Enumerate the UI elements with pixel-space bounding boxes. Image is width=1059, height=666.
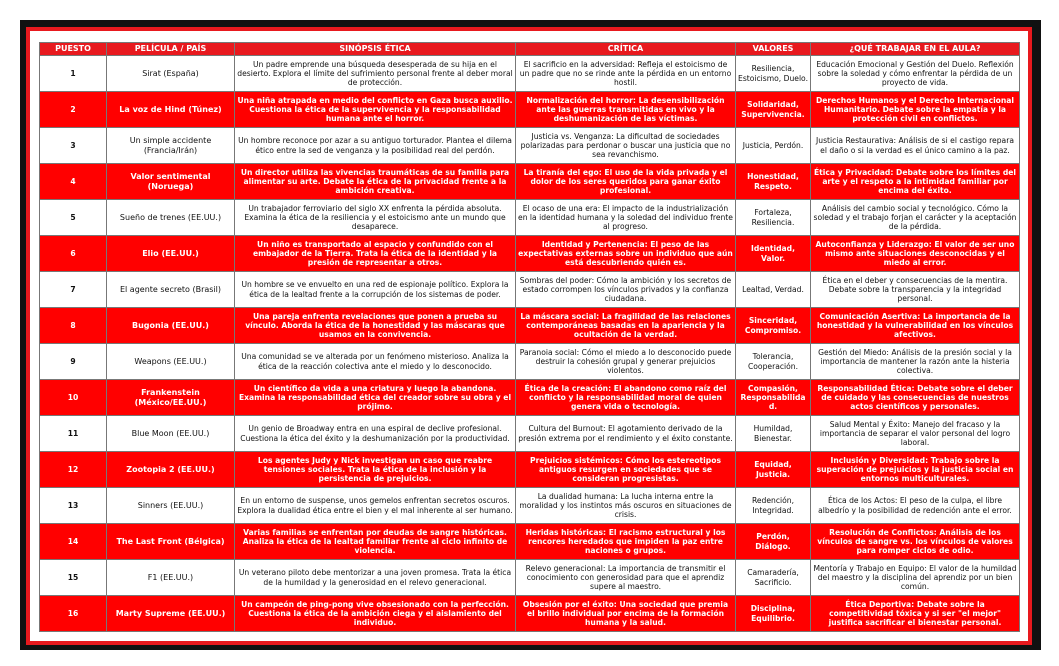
cell-critica: Cultura del Burnout: El agotamiento derivado de la presión extrema por el rendimiento y el éxito constante. bbox=[516, 416, 736, 452]
cell-sinopsis: Un director utiliza las vivencias traumáticas de su familia para alimentar su arte. Debate la ética de la privacidad frente a la ambición creativa. bbox=[235, 164, 516, 200]
cell-critica: El ocaso de una era: El impacto de la industrialización en la identidad humana y la soledad del individuo frente al progreso. bbox=[516, 200, 736, 236]
cell-sinopsis: Un campeón de ping-pong vive obsesionado con la perfección. Cuestiona la ética de la ambición ciega y el aislamiento del individuo. bbox=[235, 596, 516, 632]
cell-puesto: 1 bbox=[40, 56, 107, 92]
table-row bbox=[40, 128, 1020, 164]
cell-critica: Normalización del horror: La desensibilización ante las guerras transmitidas en vivo y la deshumanización de las víctimas. bbox=[516, 92, 736, 128]
cell-valores: Perdón, Diálogo. bbox=[736, 524, 811, 560]
cell-puesto: 14 bbox=[40, 524, 107, 560]
cell-puesto: 6 bbox=[40, 236, 107, 272]
cell-valores: Lealtad, Verdad. bbox=[736, 272, 811, 308]
cell-critica: Ética de la creación: El abandono como raíz del conflicto y la responsabilidad moral de quien genera vida o tecnología. bbox=[516, 380, 736, 416]
cell-valores: Compasión, Responsabilidad. bbox=[736, 380, 811, 416]
cell-sinopsis: Un hombre se ve envuelto en una red de espionaje político. Explora la ética de la lealtad frente a la corrupción de los sistemas de poder. bbox=[235, 272, 516, 308]
cell-sinopsis: En un entorno de suspense, unos gemelos enfrentan secretos oscuros. Explora la dualidad ética entre el bien y el mal inherente al ser humano. bbox=[235, 488, 516, 524]
table-row bbox=[40, 236, 1020, 272]
cell-sinopsis: Un padre emprende una búsqueda desesperada de su hija en el desierto. Explora el límite del sufrimiento personal frente al deber moral de protección. bbox=[235, 56, 516, 92]
table-row bbox=[40, 308, 1020, 344]
cell-puesto: 12 bbox=[40, 452, 107, 488]
cell-critica: Heridas históricas: El racismo estructural y los rencores heredados que impiden la paz entre naciones o grupos. bbox=[516, 524, 736, 560]
cell-critica: Prejuicios sistémicos: Cómo los estereotipos antiguos resurgen en sociedades que se consideran progresistas. bbox=[516, 452, 736, 488]
header-critica: CRÍTICA bbox=[516, 43, 736, 56]
cell-pelicula: Bugonia (EE.UU.) bbox=[107, 308, 235, 344]
cell-aula: Justicia Restaurativa: Análisis de si el castigo repara el daño o si la verdad es el único camino a la paz. bbox=[811, 128, 1020, 164]
table-row bbox=[40, 524, 1020, 560]
table-row bbox=[40, 56, 1020, 92]
cell-aula: Derechos Humanos y el Derecho Internacional Humanitario. Debate sobre la empatía y la protección civil en conflictos. bbox=[811, 92, 1020, 128]
table-row bbox=[40, 164, 1020, 200]
cell-valores: Redención, Integridad. bbox=[736, 488, 811, 524]
cell-valores: Justicia, Perdón. bbox=[736, 128, 811, 164]
table-row bbox=[40, 596, 1020, 632]
cell-critica: Relevo generacional: La importancia de transmitir el conocimiento con generosidad para que el aprendiz supere al maestro. bbox=[516, 560, 736, 596]
table-row bbox=[40, 560, 1020, 596]
cell-aula: Inclusión y Diversidad: Trabajo sobre la superación de prejuicios y la justicia social en entornos multiculturales. bbox=[811, 452, 1020, 488]
cell-critica: Sombras del poder: Cómo la ambición y los secretos de estado corrompen los vínculos privados y la confianza ciudadana. bbox=[516, 272, 736, 308]
cell-puesto: 11 bbox=[40, 416, 107, 452]
table-row bbox=[40, 380, 1020, 416]
cell-critica: La máscara social: La fragilidad de las relaciones contemporáneas basadas en la apariencia y la ocultación de la verdad. bbox=[516, 308, 736, 344]
cell-pelicula: Elio (EE.UU.) bbox=[107, 236, 235, 272]
table-row bbox=[40, 200, 1020, 236]
cell-critica: El sacrificio en la adversidad: Refleja el estoicismo de un padre que no se rinde ante la pérdida en un entorno hostil. bbox=[516, 56, 736, 92]
cell-pelicula: Sinners (EE.UU.) bbox=[107, 488, 235, 524]
cell-valores: Resiliencia, Estoicismo, Duelo. bbox=[736, 56, 811, 92]
cell-valores: Tolerancia, Cooperación. bbox=[736, 344, 811, 380]
cell-pelicula: Marty Supreme (EE.UU.) bbox=[107, 596, 235, 632]
cell-puesto: 5 bbox=[40, 200, 107, 236]
cell-pelicula: La voz de Hind (Túnez) bbox=[107, 92, 235, 128]
cell-sinopsis: Un niño es transportado al espacio y confundido con el embajador de la Tierra. Trata la ética de la identidad y la presión de representar a otros. bbox=[235, 236, 516, 272]
cell-valores: Sinceridad, Compromiso. bbox=[736, 308, 811, 344]
cell-aula: Educación Emocional y Gestión del Duelo. Reflexión sobre la soledad y cómo enfrentar la pérdida de un proyecto de vida. bbox=[811, 56, 1020, 92]
cell-aula: Autoconfianza y Liderazgo: El valor de ser uno mismo ante situaciones desconocidas y el miedo al error. bbox=[811, 236, 1020, 272]
cell-puesto: 16 bbox=[40, 596, 107, 632]
header-sinopsis: SINÓPSIS ÉTICA bbox=[235, 43, 516, 56]
cell-aula: Resolución de Conflictos: Análisis de los vínculos de sangre vs. los vínculos de valores para romper ciclos de odio. bbox=[811, 524, 1020, 560]
cell-puesto: 4 bbox=[40, 164, 107, 200]
cell-valores: Disciplina, Equilibrio. bbox=[736, 596, 811, 632]
cell-puesto: 13 bbox=[40, 488, 107, 524]
cell-puesto: 9 bbox=[40, 344, 107, 380]
table-row bbox=[40, 272, 1020, 308]
cell-aula: Gestión del Miedo: Análisis de la presión social y la importancia de mantener la razón ante la histeria colectiva. bbox=[811, 344, 1020, 380]
cell-aula: Salud Mental y Éxito: Manejo del fracaso y la importancia de separar el valor personal del logro laboral. bbox=[811, 416, 1020, 452]
cell-critica: Justicia vs. Venganza: La dificultad de sociedades polarizadas para perdonar o buscar una justicia que no sea revanchismo. bbox=[516, 128, 736, 164]
header-aula: ¿QUÉ TRABAJAR EN EL AULA? bbox=[811, 43, 1020, 56]
cell-sinopsis: Un científico da vida a una criatura y luego la abandona. Examina la responsabilidad ética del creador sobre su obra y el prójimo. bbox=[235, 380, 516, 416]
cell-valores: Fortaleza, Resiliencia. bbox=[736, 200, 811, 236]
cell-pelicula: Un simple accidente (Francia/Irán) bbox=[107, 128, 235, 164]
cell-aula: Responsabilidad Ética: Debate sobre el deber de cuidado y las consecuencias de nuestros actos científicos y personales. bbox=[811, 380, 1020, 416]
table-row bbox=[40, 452, 1020, 488]
cell-sinopsis: Varias familias se enfrentan por deudas de sangre históricas. Analiza la ética de la lealtad familiar frente al ciclo infinito de violencia. bbox=[235, 524, 516, 560]
table-header-row bbox=[40, 43, 1020, 56]
cell-sinopsis: Una comunidad se ve alterada por un fenómeno misterioso. Analiza la ética de la reacción colectiva ante el miedo y lo desconocido. bbox=[235, 344, 516, 380]
cell-valores: Identidad, Valor. bbox=[736, 236, 811, 272]
cell-aula: Ética y Privacidad: Debate sobre los límites del arte y el respeto a la intimidad familiar por encima del éxito. bbox=[811, 164, 1020, 200]
cell-pelicula: Sirat (España) bbox=[107, 56, 235, 92]
cell-critica: Paranoia social: Cómo el miedo a lo desconocido puede destruir la cohesión grupal y generar prejuicios violentos. bbox=[516, 344, 736, 380]
cell-aula: Mentoría y Trabajo en Equipo: El valor de la humildad del maestro y la disciplina del aprendiz por un bien común. bbox=[811, 560, 1020, 596]
movies-ethics-table bbox=[39, 42, 1020, 632]
header-puesto: PUESTO bbox=[40, 43, 107, 56]
cell-sinopsis: Los agentes Judy y Nick investigan un caso que reabre tensiones sociales. Trata la ética de la inclusión y la persistencia de prejuicios. bbox=[235, 452, 516, 488]
cell-sinopsis: Un trabajador ferroviario del siglo XX enfrenta la pérdida absoluta. Examina la ética de la resiliencia y el estoicismo ante un mundo que desaparece. bbox=[235, 200, 516, 236]
cell-valores: Solidaridad, Supervivencia. bbox=[736, 92, 811, 128]
cell-sinopsis: Un veterano piloto debe mentorizar a una joven promesa. Trata la ética de la humildad y la generosidad en el relevo generacional. bbox=[235, 560, 516, 596]
cell-pelicula: Blue Moon (EE.UU.) bbox=[107, 416, 235, 452]
cell-puesto: 7 bbox=[40, 272, 107, 308]
cell-sinopsis: Una niña atrapada en medio del conflicto en Gaza busca auxilio. Cuestiona la ética de la supervivencia y la responsabilidad humana ante el horror. bbox=[235, 92, 516, 128]
cell-valores: Camaradería, Sacrificio. bbox=[736, 560, 811, 596]
cell-pelicula: Zootopia 2 (EE.UU.) bbox=[107, 452, 235, 488]
header-valores: VALORES bbox=[736, 43, 811, 56]
cell-aula: Ética de los Actos: El peso de la culpa, el libre albedrío y la posibilidad de redención ante el error. bbox=[811, 488, 1020, 524]
cell-pelicula: Weapons (EE.UU.) bbox=[107, 344, 235, 380]
cell-valores: Equidad, Justicia. bbox=[736, 452, 811, 488]
cell-pelicula: F1 (EE.UU.) bbox=[107, 560, 235, 596]
cell-puesto: 8 bbox=[40, 308, 107, 344]
cell-aula: Análisis del cambio social y tecnológico. Cómo la soledad y el trabajo forjan el carácter y la aceptación de la pérdida. bbox=[811, 200, 1020, 236]
cell-aula: Ética en el deber y consecuencias de la mentira. Debate sobre la transparencia y la integridad personal. bbox=[811, 272, 1020, 308]
cell-valores: Honestidad, Respeto. bbox=[736, 164, 811, 200]
cell-puesto: 10 bbox=[40, 380, 107, 416]
cell-sinopsis: Un hombre reconoce por azar a su antiguo torturador. Plantea el dilema ético entre la sed de venganza y la posibilidad real del perdón. bbox=[235, 128, 516, 164]
cell-aula: Comunicación Asertiva: La importancia de la honestidad y la vulnerabilidad en los vínculos afectivos. bbox=[811, 308, 1020, 344]
cell-critica: Obsesión por el éxito: Una sociedad que premia el brillo individual por encima de la formación humana y la salud. bbox=[516, 596, 736, 632]
cell-valores: Humildad, Bienestar. bbox=[736, 416, 811, 452]
cell-pelicula: Sueño de trenes (EE.UU.) bbox=[107, 200, 235, 236]
cell-sinopsis: Una pareja enfrenta revelaciones que ponen a prueba su vínculo. Aborda la ética de la honestidad y las máscaras que usamos en la convivencia. bbox=[235, 308, 516, 344]
cell-pelicula: The Last Front (Bélgica) bbox=[107, 524, 235, 560]
table-row bbox=[40, 344, 1020, 380]
cell-sinopsis: Un genio de Broadway entra en una espiral de declive profesional. Cuestiona la ética del éxito y la deshumanización por la productividad. bbox=[235, 416, 516, 452]
cell-pelicula: Valor sentimental (Noruega) bbox=[107, 164, 235, 200]
cell-critica: Identidad y Pertenencia: El peso de las expectativas externas sobre un individuo que aún está descubriendo quién es. bbox=[516, 236, 736, 272]
table-row bbox=[40, 416, 1020, 452]
cell-critica: La dualidad humana: La lucha interna entre la moralidad y los instintos más oscuros en situaciones de crisis. bbox=[516, 488, 736, 524]
header-pelicula: PELÍCULA / PAÍS bbox=[107, 43, 235, 56]
cell-pelicula: Frankenstein (México/EE.UU.) bbox=[107, 380, 235, 416]
table-row bbox=[40, 92, 1020, 128]
table-row bbox=[40, 488, 1020, 524]
cell-puesto: 3 bbox=[40, 128, 107, 164]
cell-aula: Ética Deportiva: Debate sobre la competitividad tóxica y si ser "el mejor" justifica sacrificar el bienestar personal. bbox=[811, 596, 1020, 632]
cell-pelicula: El agente secreto (Brasil) bbox=[107, 272, 235, 308]
cell-puesto: 2 bbox=[40, 92, 107, 128]
cell-puesto: 15 bbox=[40, 560, 107, 596]
cell-critica: La tiranía del ego: El uso de la vida privada y el dolor de los seres queridos para ganar éxito profesional. bbox=[516, 164, 736, 200]
